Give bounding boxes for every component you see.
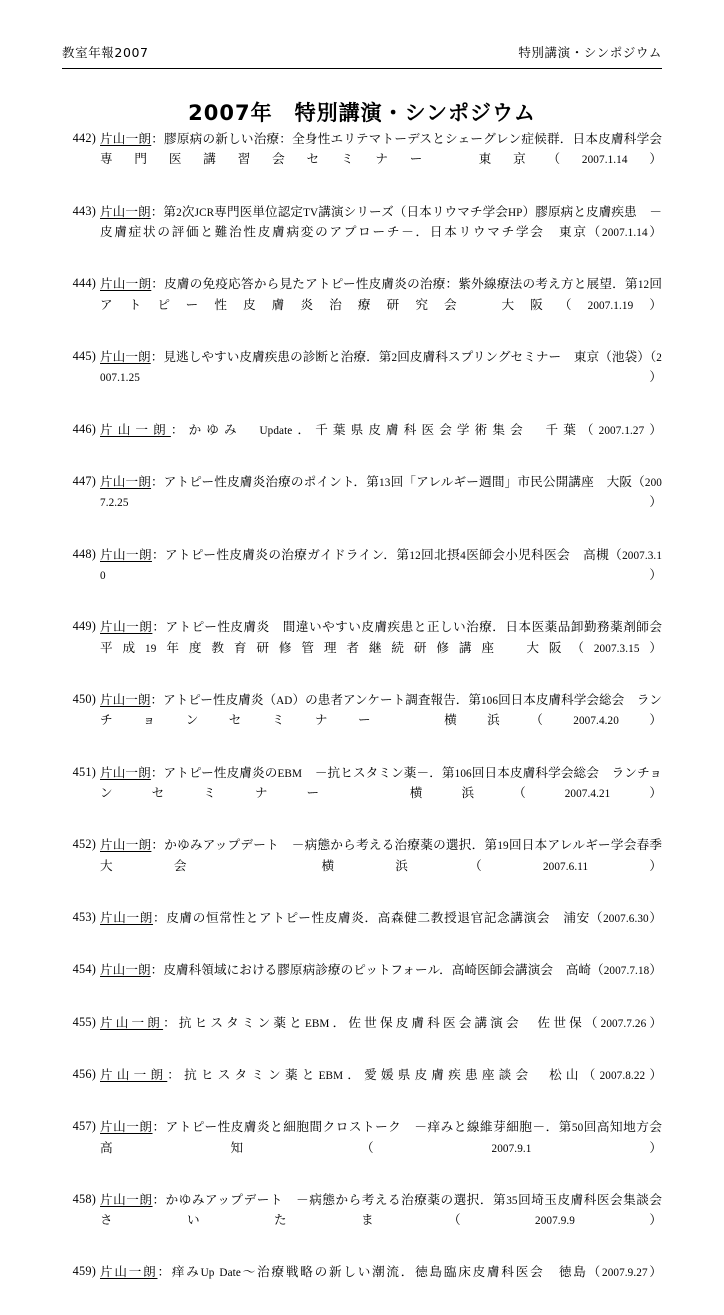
reference-text	[100, 1013, 662, 1054]
reference-number: 452)	[72, 837, 96, 852]
reference-author: 片山一朗	[100, 620, 153, 635]
reference-author: 片山一朗	[100, 838, 152, 853]
latin-run: Up	[200, 1267, 215, 1280]
reference-text	[100, 347, 662, 408]
reference-entry	[62, 202, 662, 263]
reference-author: 片山一朗	[100, 911, 154, 925]
running-header	[62, 46, 662, 60]
reference-entry	[62, 690, 662, 751]
reference-author: 片山一朗	[100, 1067, 168, 1082]
reference-entry	[62, 1117, 675, 1178]
reference-citation: ：皮膚科領域における膠原病診療のピットフォール．高崎医師会講演会 高崎（2007.7.18）	[150, 963, 663, 978]
reference-citation: ：かゆみ Update．千葉県皮膚科医会学術集会 千葉（2007.1.27）	[170, 422, 663, 437]
latin-run: TV	[303, 206, 319, 219]
reference-entry	[62, 129, 662, 190]
reference-number: 446)	[72, 421, 96, 436]
latin-run: 19	[497, 840, 509, 853]
latin-run: 12	[637, 279, 650, 292]
latin-run: 2007.1.19	[587, 299, 634, 312]
reference-citation: ：アトピー性皮膚炎と細胞間クロストーク －痒みと線維芽細胞－．第50回高知地方会 高知（2007.9.1）	[100, 1120, 675, 1155]
reference-text	[100, 617, 675, 678]
reference-citation: ：アトピー性皮膚炎（AD）の患者アンケート調査報告．第106回日本皮膚科学会総会 ランチョンセミナー 横浜（2007.4.20）	[100, 692, 663, 728]
reference-author: 片山一朗	[100, 1015, 164, 1030]
reference-number: 450)	[72, 691, 96, 706]
reference-citation: ：アトピー性皮膚炎のEBM －抗ヒスタミン薬－．第106回日本皮膚科学会総会 ランチョンセミナー 横浜（2007.4.21）	[100, 765, 663, 801]
reference-author: 片山一朗	[100, 132, 152, 146]
latin-run: 2	[391, 352, 398, 365]
reference-citation: ：抗ヒスタミン薬とEBM．愛媛県皮膚疾患座談会 松山（2007.8.22）	[167, 1067, 663, 1082]
latin-run: 12	[409, 549, 421, 562]
reference-citation: ：膠原病の新しい治療：全身性エリテマトーデスとシェーグレン症候群．日本皮膚科学会専門医講習会セミナー 東京（2007.1.14）	[100, 132, 663, 167]
reference-author: 片山一朗	[100, 277, 152, 292]
reference-entry	[62, 1262, 662, 1303]
reference-entry	[62, 545, 662, 606]
reference-citation: ：アトピー性皮膚炎治療のポイント．第13回「アレルギー週間」市民公開講座 大阪（2007.2.25）	[100, 474, 662, 510]
reference-author: 片山一朗	[100, 1120, 153, 1135]
reference-number: 448)	[72, 546, 96, 561]
reference-author: 片山一朗	[100, 204, 151, 219]
reference-number: 458)	[72, 1191, 96, 1206]
reference-citation: ：痒みUp Date～治療戦略の新しい潮流．徳島臨床皮膚科医会 徳島（2007.9.27）	[157, 1265, 663, 1280]
latin-run: 13	[379, 476, 391, 489]
latin-run: 2007.4.20	[573, 715, 619, 728]
reference-text	[100, 274, 662, 335]
reference-entry	[62, 617, 675, 678]
reference-number: 451)	[72, 764, 96, 779]
reference-text	[100, 763, 662, 824]
latin-run: 2007.3.15	[593, 642, 640, 655]
reference-entry	[62, 1065, 662, 1106]
latin-run: 2007.7.26	[600, 1017, 647, 1030]
reference-number: 445)	[72, 349, 96, 364]
reference-author: 片山一朗	[100, 422, 171, 437]
reference-entry	[62, 763, 662, 824]
latin-run: 2007.9.27	[602, 1267, 648, 1280]
reference-author: 片山一朗	[100, 350, 151, 365]
latin-run: 106	[454, 767, 472, 780]
reference-entry	[62, 1190, 675, 1251]
reference-citation: ：かゆみアップデート －病態から考える治療薬の選択．第19回日本アレルギー学会春季大会 横浜（2007.6.11）	[100, 838, 663, 873]
latin-run: 35	[506, 1194, 518, 1207]
latin-run: 2007.3.10	[100, 549, 663, 583]
reference-text	[100, 690, 662, 751]
header-left-text: 教室年報2007	[62, 45, 149, 60]
reference-text	[100, 908, 662, 949]
reference-text	[100, 1190, 675, 1251]
reference-citation: ：かゆみアップデート －病態から考える治療薬の選択．第35回埼玉皮膚科医会集談会 さいたま（2007.9.9）	[100, 1192, 675, 1228]
reference-entry	[62, 420, 662, 461]
reference-author: 片山一朗	[100, 1265, 158, 1280]
reference-number: 455)	[72, 1014, 96, 1029]
latin-run: Date	[219, 1267, 241, 1280]
reference-text	[100, 1065, 662, 1106]
latin-run: 2007.8.22	[599, 1069, 646, 1082]
latin-run: AD	[276, 694, 293, 707]
reference-author: 片山一朗	[100, 474, 152, 489]
reference-text	[100, 472, 662, 533]
reference-author: 片山一朗	[100, 1192, 153, 1207]
reference-text	[100, 129, 662, 190]
reference-citation: ：アトピー性皮膚炎の治療ガイドライン．第12回北摂4医師会小児科医会 高槻（2007.3.10）	[100, 547, 663, 583]
latin-run: 2007.1.25	[100, 352, 662, 385]
reference-text	[100, 545, 662, 606]
latin-run: 2007.6.11	[542, 860, 589, 873]
latin-run: 2007.1.14	[581, 154, 628, 167]
reference-text	[100, 960, 662, 1001]
reference-entry	[62, 1013, 662, 1054]
latin-run: 2007.4.21	[564, 788, 611, 801]
latin-run: EBM	[304, 1017, 330, 1030]
latin-run: 4	[460, 549, 466, 562]
reference-author: 片山一朗	[100, 692, 151, 707]
reference-citation: ：アトピー性皮膚炎 間違いやすい皮膚疾患と正しい治療．日本医薬品卸勤務薬剤師会 平成19年度教育研修管理者継続研修講座 大阪（2007.3.15）	[100, 620, 675, 655]
reference-number: 447)	[72, 473, 96, 488]
reference-number: 459)	[72, 1264, 96, 1279]
reference-text	[100, 202, 662, 263]
page-title: 2007年 特別講演・シンポジウム	[188, 101, 536, 126]
latin-run: HP	[507, 206, 523, 219]
reference-author: 片山一朗	[100, 547, 152, 562]
reference-number: 454)	[72, 962, 96, 977]
reference-number: 453)	[72, 910, 96, 924]
reference-number: 444)	[72, 276, 96, 291]
reference-number: 456)	[72, 1066, 96, 1081]
reference-number: 449)	[72, 619, 96, 634]
latin-run: 2007.9.9	[535, 1215, 575, 1228]
reference-entry	[62, 835, 662, 896]
reference-citation: ：皮膚の恒常性とアトピー性皮膚炎．高森健二教授退官記念講演会 浦安（2007.6.30）	[153, 911, 663, 925]
reference-text	[100, 1117, 675, 1178]
latin-run: EBM	[277, 767, 302, 780]
latin-run: 2007.1.27	[598, 424, 645, 437]
header-right-text: 特別講演・シンポジウム	[518, 45, 662, 60]
latin-run: 2007.9.1	[491, 1142, 532, 1155]
reference-author: 片山一朗	[100, 963, 151, 978]
reference-entry	[62, 908, 662, 949]
reference-entry	[62, 472, 662, 533]
reference-author: 片山一朗	[100, 765, 151, 780]
reference-entry	[62, 347, 662, 408]
reference-citation: ：抗ヒスタミン薬とEBM．佐世保皮膚科医会講演会 佐世保（2007.7.26）	[163, 1015, 663, 1030]
latin-run: EBM	[318, 1069, 344, 1082]
reference-citation: ：見逃しやすい皮膚疾患の診断と治療．第2回皮膚科スプリングセミナー 東京（池袋）（2007.1.25）	[100, 350, 662, 385]
reference-text	[100, 420, 662, 461]
reference-number: 443)	[72, 203, 96, 218]
latin-run: 106	[480, 694, 499, 707]
latin-run: 50	[571, 1122, 584, 1135]
reference-citation: ：第2次JCR専門医単位認定TV講演シリーズ（日本リウマチ学会HP）膠原病と皮膚疾患 －皮膚症状の評価と難治性皮膚病変のアプローチ－．日本リウマチ学会 東京（2007.1.14）	[100, 204, 663, 240]
latin-run: 2007.7.18	[603, 965, 650, 978]
latin-run: Update	[259, 424, 293, 437]
reference-entry	[62, 960, 662, 1001]
latin-run: 2007.6.30	[603, 913, 649, 925]
header-divider-rule	[62, 68, 662, 69]
latin-run: 2007.2.25	[100, 476, 662, 510]
reference-text	[100, 1262, 662, 1303]
reference-citation: ：皮膚の免疫応答から見たアトピー性皮膚炎の治療：紫外線療法の考え方と展望．第12回アトピー性皮膚炎治療研究会 大阪（2007.1.19）	[100, 277, 663, 312]
reference-entry	[62, 274, 662, 335]
latin-run: 2	[176, 206, 182, 219]
latin-run: JCR	[194, 206, 215, 219]
latin-run: 2007.1.14	[602, 227, 648, 240]
latin-run: 19	[145, 642, 157, 655]
reference-number: 457)	[72, 1119, 96, 1134]
reference-text	[100, 835, 662, 896]
reference-number: 442)	[72, 131, 96, 145]
reference-list	[62, 129, 675, 1315]
